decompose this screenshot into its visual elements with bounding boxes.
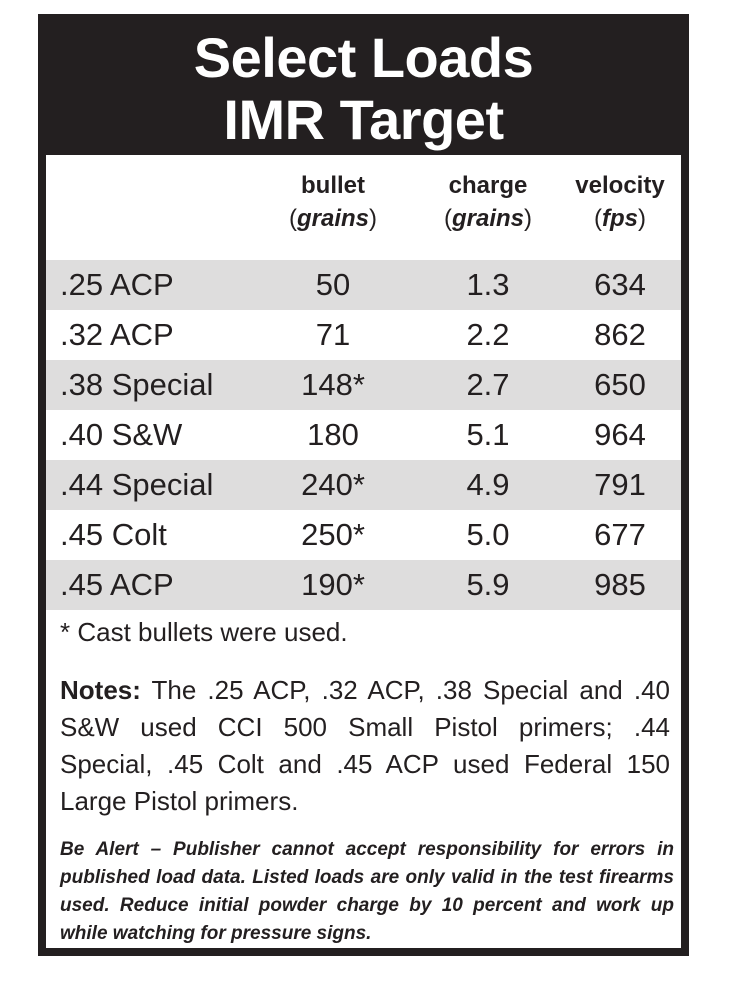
charge-cell: 1.3 [466,267,510,302]
velocity-cell: 677 [594,517,646,552]
header-charge [438,169,538,235]
header-charge-unit: (grains) [443,205,533,232]
table-row [46,560,681,610]
notes-label: Notes: [60,675,141,705]
title-line-1: Select Loads [193,26,534,89]
caliber-cell: .45 Colt [60,517,167,552]
bullet-cell: 190* [301,567,365,602]
table-row [46,510,681,560]
caliber-cell: .44 Special [60,467,214,502]
bullet-cell: 240* [301,467,365,502]
caliber-cell: .40 S&W [60,417,183,452]
velocity-cell: 634 [594,267,646,302]
caliber-cell: .32 ACP [60,317,174,352]
table-row [46,410,681,460]
notes-text: The .25 ACP, .32 ACP, .38 Special and .40 S&W used CCI 500 Small Pistol primers; .44 Special, .45 Colt and .45 ACP used Federal 150 Large Pistol primers. [60,675,670,816]
header-bullet-unit: (grains) [288,205,378,232]
table-row [46,360,681,410]
velocity-cell: 791 [594,467,646,502]
load-data-card [38,14,689,956]
velocity-cell: 964 [594,417,646,452]
table-row [46,310,681,360]
bullet-cell: 180 [307,417,359,452]
footnote: * Cast bullets were used. [60,617,348,647]
header-velocity [564,169,676,235]
charge-cell: 5.9 [466,567,510,602]
velocity-cell: 862 [594,317,646,352]
table-row [46,260,681,310]
charge-cell: 5.0 [466,517,510,552]
header-velocity-name: velocity [575,172,665,199]
table-panel [46,155,681,948]
header-bullet [278,169,388,235]
title-line-2: IMR Target [223,88,504,151]
bullet-cell: 50 [315,267,351,302]
header-bullet-name: bullet [301,172,365,199]
bullet-cell: 148* [301,367,365,402]
header-charge-name: charge [448,172,528,199]
caliber-cell: .38 Special [60,367,214,402]
disclaimer-text: Be Alert – Publisher cannot accept responsibility for errors in published load data. Listed loads are only valid in the test firearms used. Reduce initial powder charge by 10 percent and work up while watching for pressure signs. [60,839,674,944]
table-row [46,460,681,510]
velocity-cell: 985 [594,567,646,602]
caliber-cell: .25 ACP [60,267,174,302]
bullet-cell: 71 [315,317,351,352]
bullet-cell: 250* [301,517,365,552]
caliber-cell: .45 ACP [60,567,174,602]
charge-cell: 2.2 [466,317,510,352]
charge-cell: 2.7 [466,367,510,402]
load-table [46,260,681,610]
title-block [38,14,689,155]
header-velocity-unit: (fps) [594,205,646,232]
charge-cell: 5.1 [466,417,510,452]
notes-paragraph [60,672,670,820]
velocity-cell: 650 [594,367,646,402]
charge-cell: 4.9 [466,467,510,502]
